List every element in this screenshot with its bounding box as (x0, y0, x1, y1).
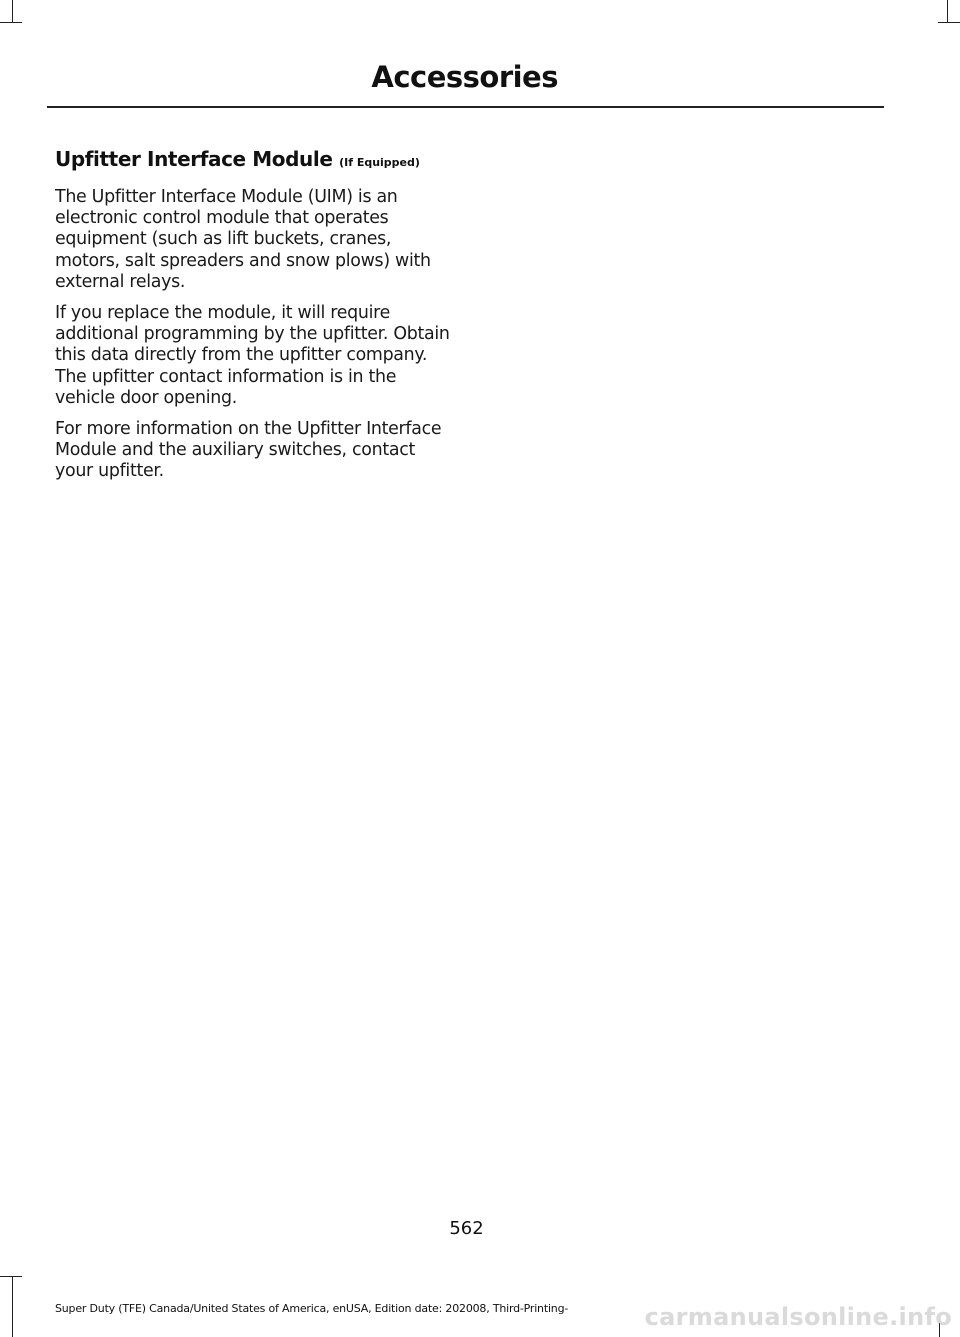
section-heading-text: Upfitter Interface Module (55, 147, 333, 171)
crop-mark (12, 0, 13, 22)
crop-mark (0, 1276, 22, 1277)
crop-mark (938, 22, 960, 23)
watermark: carmanualsonline.info (644, 1303, 952, 1331)
header-divider (47, 106, 884, 108)
section-content (55, 147, 450, 493)
section-heading (55, 147, 450, 171)
edition-footer: Super Duty (TFE) Canada/United States of America, enUSA, Edition date: 202008, Third-Printing- (55, 1302, 569, 1315)
crop-mark (12, 1277, 13, 1337)
page-title: Accessories (371, 60, 558, 94)
paragraph-uim-description: The Upfitter Interface Module (UIM) is an electronic control module that operates equipment (such as lift buckets, cranes, motors, salt spreaders and snow plows) with external relays. (55, 187, 431, 292)
page-number: 562 (449, 1218, 484, 1239)
heading-qualifier: (If Equipped) (339, 156, 420, 169)
crop-mark (0, 22, 22, 23)
paragraph-module-replacement: If you replace the module, it will require additional programming by the upfitter. Obtain this data directly from the upfitter company. The upfitter contact information is in the vehicle door opening. (55, 303, 450, 408)
paragraph-more-information: For more information on the Upfitter Interface Module and the auxiliary switches, contact your upfitter. (55, 419, 442, 482)
crop-mark (947, 0, 948, 22)
